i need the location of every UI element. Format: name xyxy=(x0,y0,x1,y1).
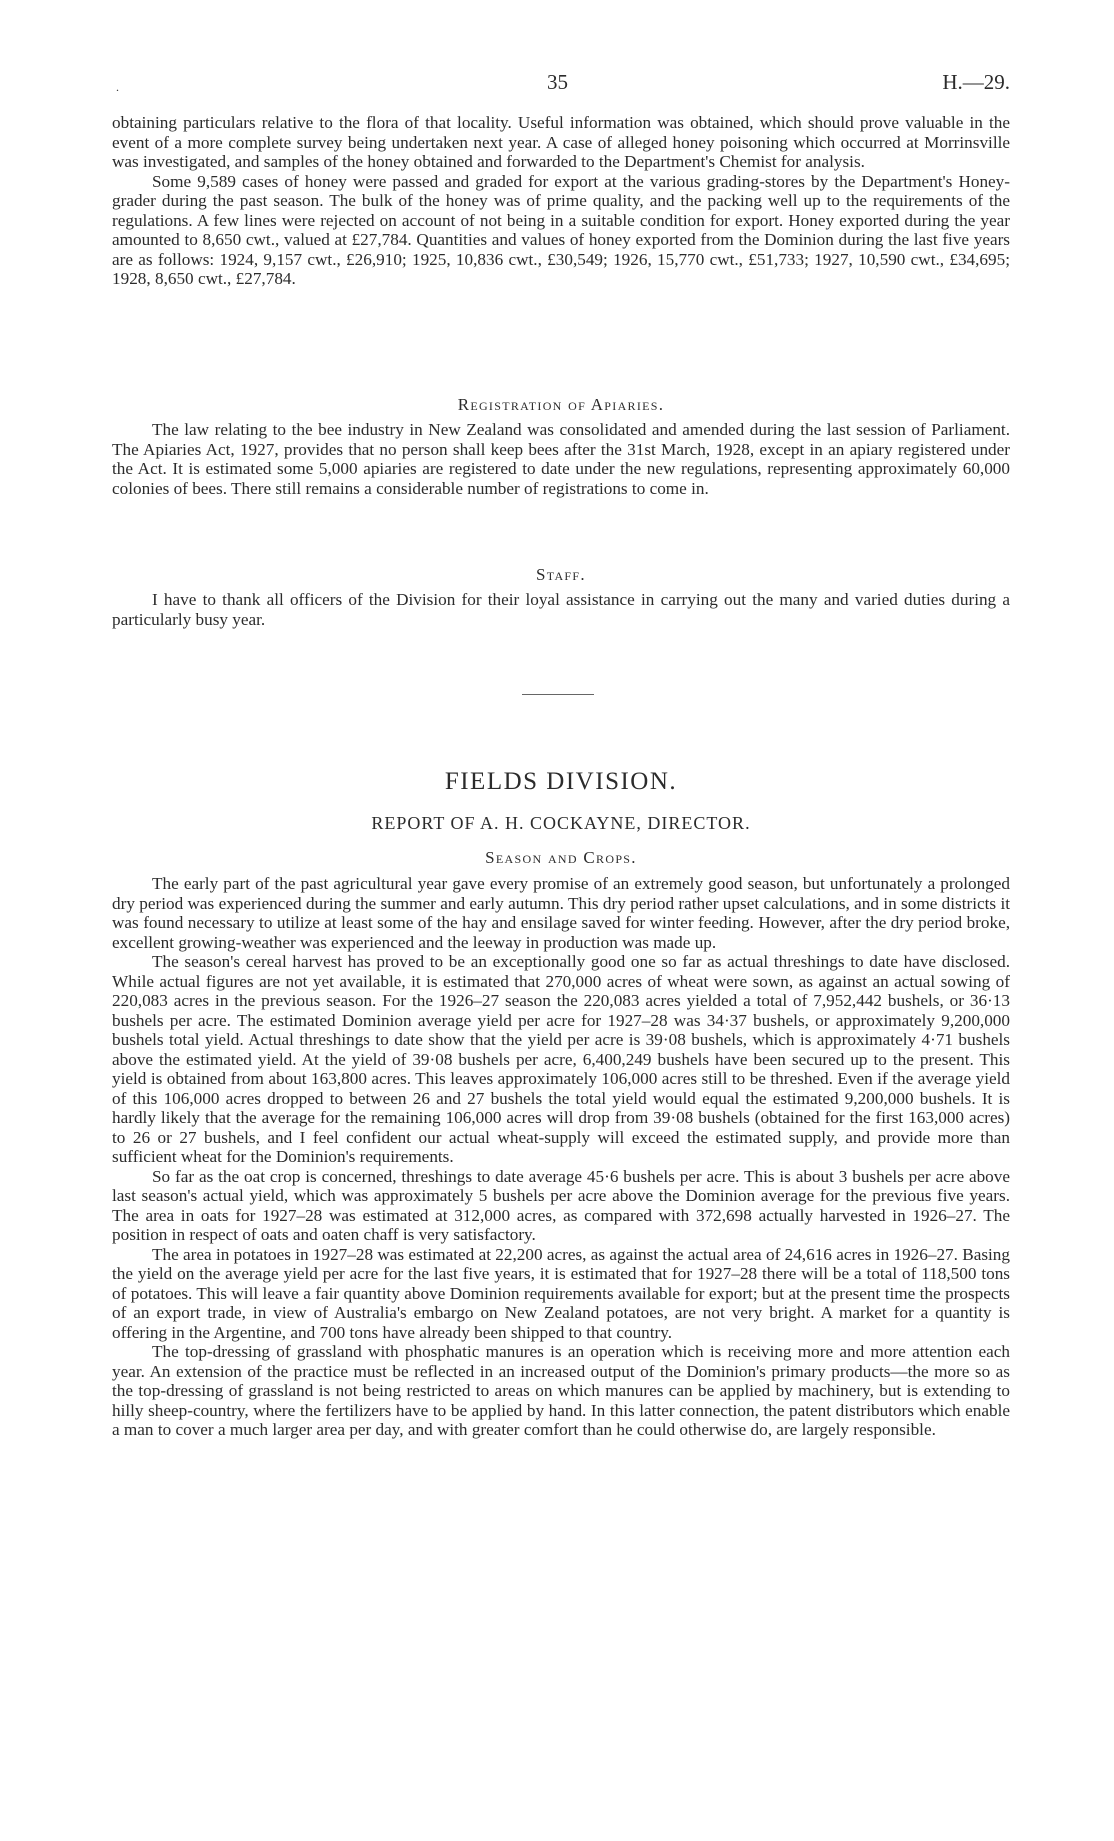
paragraph: The top-dressing of grassland with phosphatic manures is an operation which is receiving more and more attention each year. An extension of the practice must be reflected in an increased output of the Dominion's primary products—the more so as the top-dressing of grassland is not being restricted to areas on which manures can be applied by machinery, but is extending to hilly sheep-country, where the fertilizers have to be applied by hand. In this latter connection, the patent distributors which enable a man to cover a much larger area per day, and with greater comfort than he could otherwise do, are largely responsible. xyxy=(112,1342,1010,1439)
division-title: FIELDS DIVISION. xyxy=(444,768,678,795)
paragraph: The area in potatoes in 1927–28 was estimated at 22,200 acres, as against the actual area of 24,616 acres in 1926–27. Basing the yield on the average yield per acre for the last five years, it is estimated that for 1927–28 there will be a total of 118,500 tons of potatoes. This will leave a fair quantity above Dominion requirements available for export; but at the present time the prospects of an export trade, in view of Australia's embargo on New Zealand potatoes, are not very bright. A market for a quantity is offering in the Argentine, and 700 tons have already been shipped to that country. xyxy=(112,1244,1010,1342)
page-number: 35 xyxy=(547,70,568,94)
section-divider xyxy=(522,694,594,695)
staff-heading: Staff. xyxy=(536,565,586,584)
paragraph: The early part of the past agricultural year gave every promise of an extremely good season, but unfortunately a prolonged dry period was experienced during the summer and early autumn. This dry period rather upset calculations, and in some districts it was found necessary to utilize at least some of the hay and ensilage saved for winter feeding. However, after the dry period broke, excellent growing-weather was experienced and the leeway in production was made up. xyxy=(112,874,1010,952)
registration-heading: Registration of Apiaries. xyxy=(457,395,665,414)
staff-section xyxy=(112,590,1010,629)
season-crops-heading: Season and Crops. xyxy=(485,848,637,867)
registration-section xyxy=(112,420,1010,498)
paragraph: So far as the oat crop is concerned, threshings to date average 45·6 bushels per acre. This is about 3 bushels per acre above last season's actual yield, which was approximately 5 bushels per acre above the Dominion average for the previous five years. The area in oats for 1927–28 was estimated at 312,000 acres, as compared with 372,698 actually harvested in 1926–27. The position in respect of oats and oaten chaff is very satisfactory. xyxy=(112,1166,1010,1244)
document-reference: H.—29. xyxy=(942,70,1010,94)
report-subtitle: REPORT OF A. H. COCKAYNE, DIRECTOR. xyxy=(371,813,751,833)
apiary-continuation-section xyxy=(112,113,1010,289)
paragraph: The season's cereal harvest has proved to be an exceptionally good one so far as actual threshings to date have disclosed. While actual figures are not yet available, it is estimated that 270,000 acres of wheat were sown, as against an actual sowing of 220,083 acres in the previous season. For the 1926–27 season the 220,083 acres yielded a total of 7,952,442 bushels, or 36·13 bushels per acre. The estimated Dominion average yield per acre for 1927–28 was 34·37 bushels, or approximately 9,200,000 bushels total yield. Actual threshings to date show that the yield per acre is 39·08 bushels, which is approximately 4·71 bushels above the estimated yield. At the yield of 39·08 bushels per acre, 6,400,249 bushels have been secured up to the present. This yield is obtained from about 163,800 acres. This leaves approximately 106,000 acres still to be threshed. Even if the average yield of this 106,000 acres dropped to between 26 and 27 bushels the total yield would equal the estimated 9,200,000 bushels. It is hardly likely that the average for the remaining 106,000 acres will drop from 39·08 bushels (obtained for the first 163,000 acres) to 26 or 27 bushels, and I feel confident our actual wheat-supply will exceed the estimated supply, and provide more than sufficient wheat for the Dominion's requirements. xyxy=(112,952,1010,1166)
stray-mark: . xyxy=(116,80,119,94)
paragraph: I have to thank all officers of the Division for their loyal assistance in carrying out the many and varied duties during a particularly busy year. xyxy=(112,590,1010,629)
paragraph: obtaining particulars relative to the flora of that locality. Useful information was obtained, which should prove valuable in the event of a more complete survey being undertaken next year. A case of alleged honey poisoning which occurred at Morrinsville was investigated, and samples of the honey obtained and forwarded to the Department's Chemist for analysis. xyxy=(112,113,1010,171)
page-header xyxy=(112,70,1010,100)
paragraph: Some 9,589 cases of honey were passed and graded for export at the various grading-stores by the Department's Honey-grader during the past season. The bulk of the honey was of prime quality, and the packing well up to the requirements of the regulations. A few lines were rejected on account of not being in a suitable condition for export. Honey exported during the year amounted to 8,650 cwt., valued at £27,784. Quantities and values of honey exported from the Dominion during the last five years are as follows: 1924, 9,157 cwt., £26,910; 1925, 10,836 cwt., £30,549; 1926, 15,770 cwt., £51,733; 1927, 10,590 cwt., £34,695; 1928, 8,650 cwt., £27,784. xyxy=(112,171,1010,288)
fields-report-body xyxy=(112,874,1010,1440)
paragraph: The law relating to the bee industry in New Zealand was consolidated and amended during the last session of Parliament. The Apiaries Act, 1927, provides that no person shall keep bees after the 31st March, 1928, except in an apiary registered under the Act. It is estimated some 5,000 apiaries are registered to date under the new regulations, representing approximately 60,000 colonies of bees. There still remains a considerable number of registrations to come in. xyxy=(112,420,1010,498)
